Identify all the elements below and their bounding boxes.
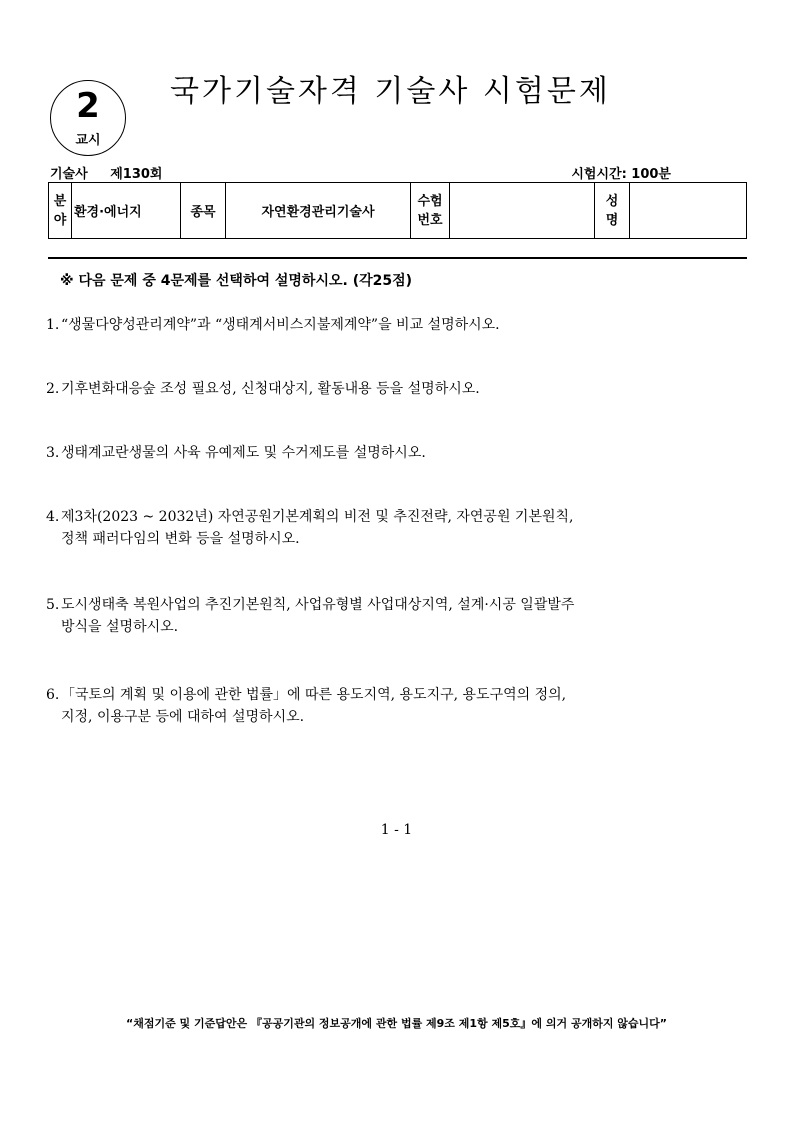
question-item-6 bbox=[46, 684, 756, 728]
question-text: “생물다양성관리계약”과 “생태계서비스지불제계약”을 비교 설명하시오. bbox=[61, 317, 500, 333]
exam-number-label-top: 수험 bbox=[417, 193, 443, 209]
category-value: 자연환경관리기술사 bbox=[226, 183, 411, 239]
question-number: 6. bbox=[46, 687, 60, 703]
header-divider bbox=[48, 257, 747, 259]
question-item-1 bbox=[46, 314, 756, 336]
name-label-bottom: 명 bbox=[605, 212, 619, 228]
disclaimer-text: “채점기준 및 기준답안은 『공공기관의 정보공개에 관한 법률 제9조 제1항 제5호』에 의거 공개하지 않습니다” bbox=[125, 1017, 668, 1030]
question-text: 제3차(2023 ~ 2032년) 자연공원기본계획의 비전 및 추진전략, 자연공원 기본원칙, 정책 패러다임의 변화 등을 설명하시오. bbox=[61, 509, 574, 547]
exam-meta bbox=[50, 163, 162, 182]
exam-number-label-cell bbox=[411, 183, 450, 239]
question-number: 5. bbox=[46, 597, 60, 613]
question-item-5 bbox=[46, 594, 756, 638]
name-field[interactable] bbox=[630, 183, 747, 239]
period-badge bbox=[50, 80, 126, 156]
field-value: 환경·에너지 bbox=[72, 183, 181, 239]
field-label-bottom: 야 bbox=[53, 212, 67, 228]
exam-type: 기술사 bbox=[50, 167, 88, 182]
period-label: 교시 bbox=[75, 133, 101, 148]
question-number: 4. bbox=[46, 509, 60, 525]
name-label-top: 성 bbox=[605, 193, 619, 209]
instruction-text: ※ 다음 문제 중 4문제를 선택하여 설명하시오. (각25점) bbox=[60, 273, 413, 289]
question-text: 생태계교란생물의 사육 유예제도 및 수거제도를 설명하시오. bbox=[61, 445, 426, 461]
page-number: 1 - 1 bbox=[380, 822, 413, 838]
name-label-cell bbox=[595, 183, 630, 239]
category-label: 종목 bbox=[181, 183, 226, 239]
question-item-2 bbox=[46, 378, 756, 400]
field-label-cell bbox=[49, 183, 72, 239]
question-item-3 bbox=[46, 442, 756, 464]
question-text: 기후변화대응숲 조성 필요성, 신청대상지, 활동내용 등을 설명하시오. bbox=[61, 381, 480, 397]
exam-number-field[interactable] bbox=[450, 183, 595, 239]
question-number: 3. bbox=[46, 445, 60, 461]
question-text: 「국토의 계획 및 이용에 관한 법률」에 따른 용도지역, 용도지구, 용도구역의 정의, 지정, 이용구분 등에 대하여 설명하시오. bbox=[61, 687, 567, 725]
exam-round: 제130회 bbox=[110, 167, 163, 182]
question-number: 2. bbox=[46, 381, 60, 397]
question-text: 도시생태축 복원사업의 추진기본원칙, 사업유형별 사업대상지역, 설계·시공 일괄발주 방식을 설명하시오. bbox=[61, 597, 575, 635]
exam-time: 시험시간: 100분 bbox=[571, 167, 671, 182]
question-item-4 bbox=[46, 506, 756, 550]
question-number: 1. bbox=[46, 317, 60, 333]
field-label-top: 분 bbox=[53, 193, 67, 209]
exam-number-label-bottom: 번호 bbox=[417, 212, 443, 228]
exam-info-table bbox=[48, 182, 747, 239]
page-title: 국가기술자격 기술사 시험문제 bbox=[170, 74, 611, 109]
period-number: 2 bbox=[76, 86, 100, 126]
